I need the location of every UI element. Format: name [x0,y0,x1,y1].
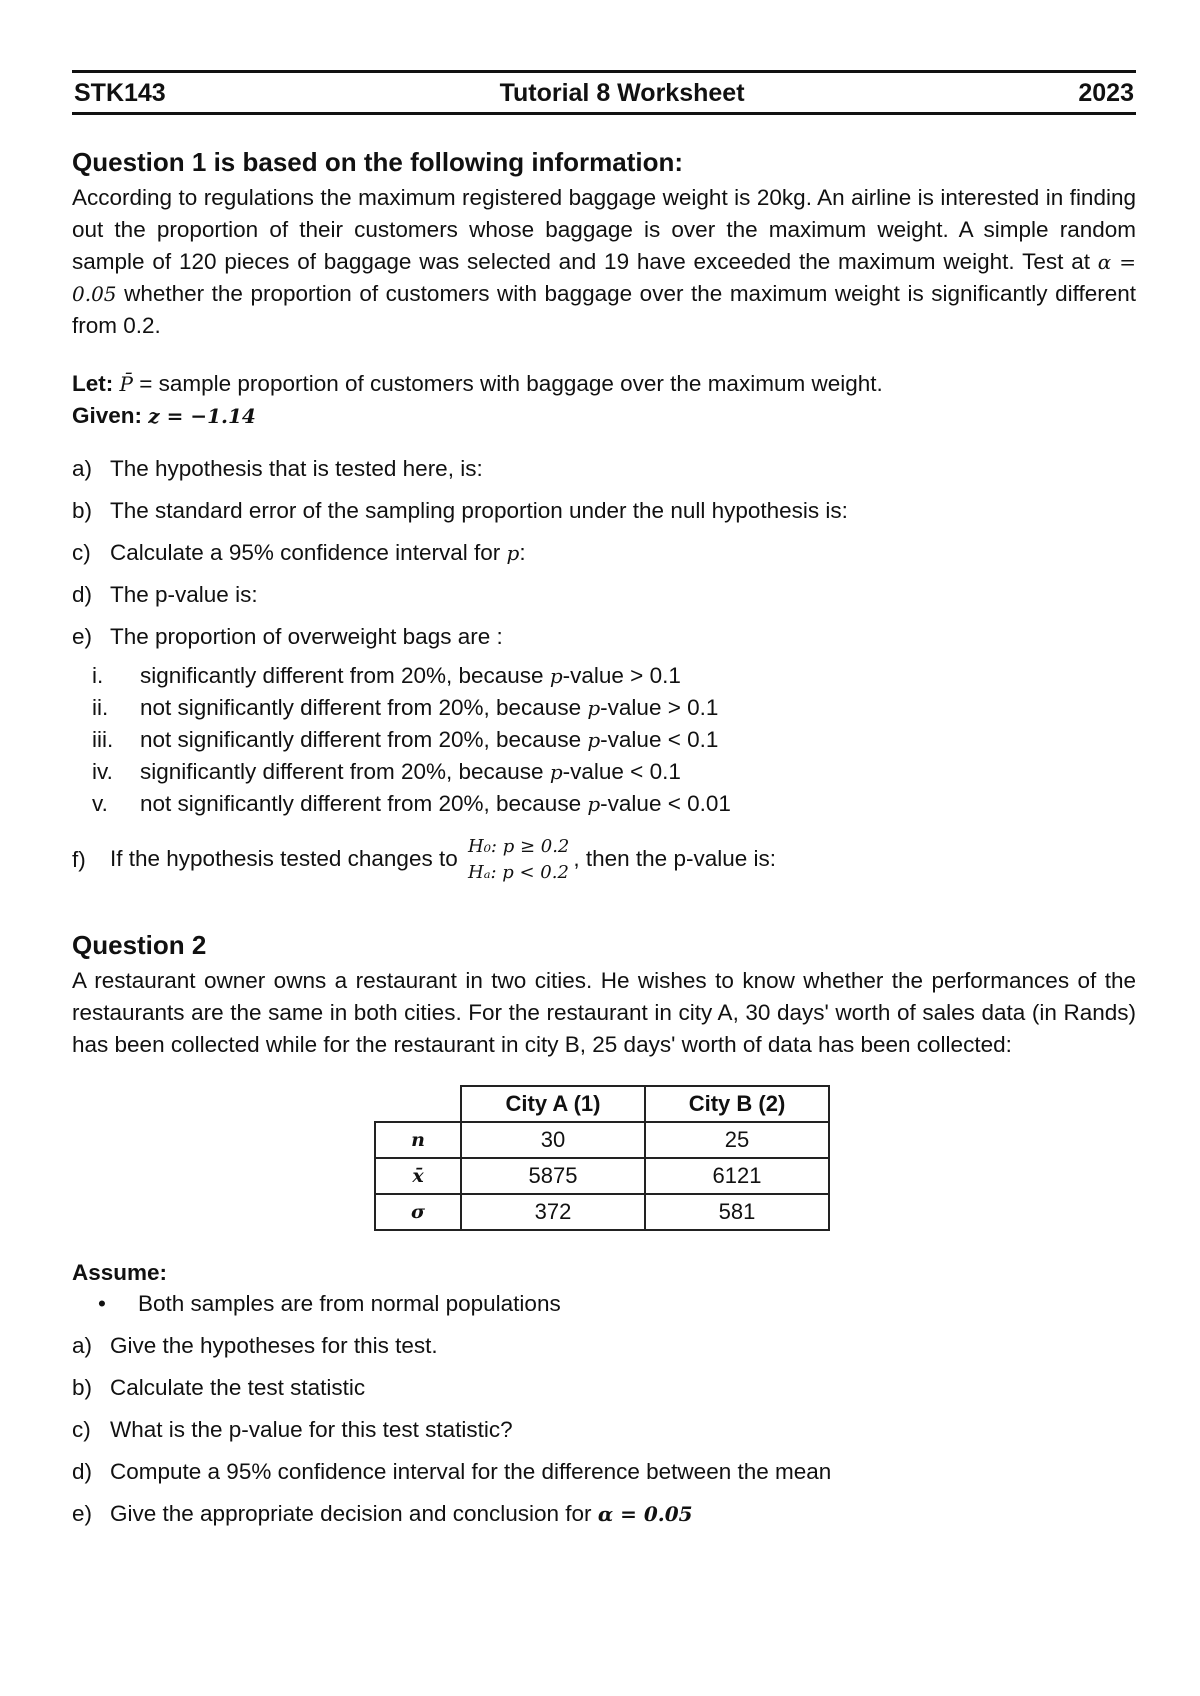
alpha-expression: α = 0.05 [72,250,1136,306]
q1-part-e-options [92,660,1136,820]
option-item: i. significantly different from 20%, because p-value > 0.1 [92,663,681,688]
table-row: x̄ 5875 6121 [375,1158,829,1194]
option-item: iii. not significantly different from 20%, because p-value < 0.1 [92,727,719,752]
alt-hypothesis: Hₐ: p < 0.2 [468,862,569,883]
q1-part-e: e) The proportion of overweight bags are : [72,624,503,649]
q2-part-b: b) Calculate the test statistic [72,1375,366,1400]
sample-data-table [374,1085,830,1231]
q2-part-e: e) Give the appropriate decision and conclusion for α = 0.05 [72,1501,693,1526]
assumption-item: • Both samples are from normal populations [98,1291,561,1316]
null-hypothesis: H₀: p ≥ 0.2 [468,836,570,857]
worksheet-title: Tutorial 8 Worksheet [499,79,745,107]
table-header: City A (1) [461,1086,645,1122]
q1-part-d: d) The p-value is: [72,582,258,607]
given-statement: Given: z = −1.14 [72,403,256,428]
question-2-parts [72,1331,1136,1529]
option-item: v. not significantly different from 20%, because p-value < 0.01 [92,791,731,816]
q1-part-a: a) The hypothesis that is tested here, is: [72,456,483,481]
table-row: σ 372 581 [375,1194,829,1230]
question-1 [72,147,1136,886]
worksheet-page [72,70,1136,1541]
question-2-intro: A restaurant owner owns a restaurant in two cities. He wishes to know whether the performances of the restaurants are the same in both cities. For the restaurant in city A, 30 days' worth of sales data (in Rands) has been collected while for the restaurant in city B, 25 days' worth of data has been collected: [72,968,1136,1057]
course-code: STK143 [74,79,166,107]
table-header: City B (2) [645,1086,829,1122]
question-1-title: Question 1 is based on the following information: [72,147,684,177]
option-item: ii. not significantly different from 20%, because p-value > 0.1 [92,695,719,720]
q2-part-d: d) Compute a 95% confidence interval for the difference between the mean [72,1459,832,1484]
question-1-parts [72,454,1136,886]
hypothesis-pair [468,834,569,886]
table-row: n 30 25 [375,1122,829,1158]
q1-part-f: f) If the hypothesis tested changes to H₀: p ≥ 0.2 Hₐ: p < 0.2 , then the p-value is: [72,834,1136,886]
q1-part-b: b) The standard error of the sampling proportion under the null hypothesis is: [72,498,848,523]
question-1-intro: According to regulations the maximum registered baggage weight is 20kg. An airline is interested in finding out the proportion of their customers whose baggage is over the maximum weight. A simple random sample of 120 pieces of baggage was selected and 19 have exceeded the maximum weight. Test at α = 0.05 whether the proportion of customers with baggage over the maximum weight is significantly different from 0.2. [72,185,1136,338]
q2-part-a: a) Give the hypotheses for this test. [72,1333,438,1358]
option-item: iv. significantly different from 20%, because p-value < 0.1 [92,759,681,784]
assume-label: Assume: [72,1260,168,1285]
q2-part-c: c) What is the p-value for this test statistic? [72,1417,513,1442]
worksheet-year: 2023 [1078,79,1134,107]
question-2 [72,930,1136,1529]
let-definition: Let: P̄ = sample proportion of customers with baggage over the maximum weight. [72,371,883,396]
q1-part-c: c) Calculate a 95% confidence interval for p: [72,540,526,565]
question-2-title: Question 2 [72,930,207,960]
page-header [72,70,1136,115]
